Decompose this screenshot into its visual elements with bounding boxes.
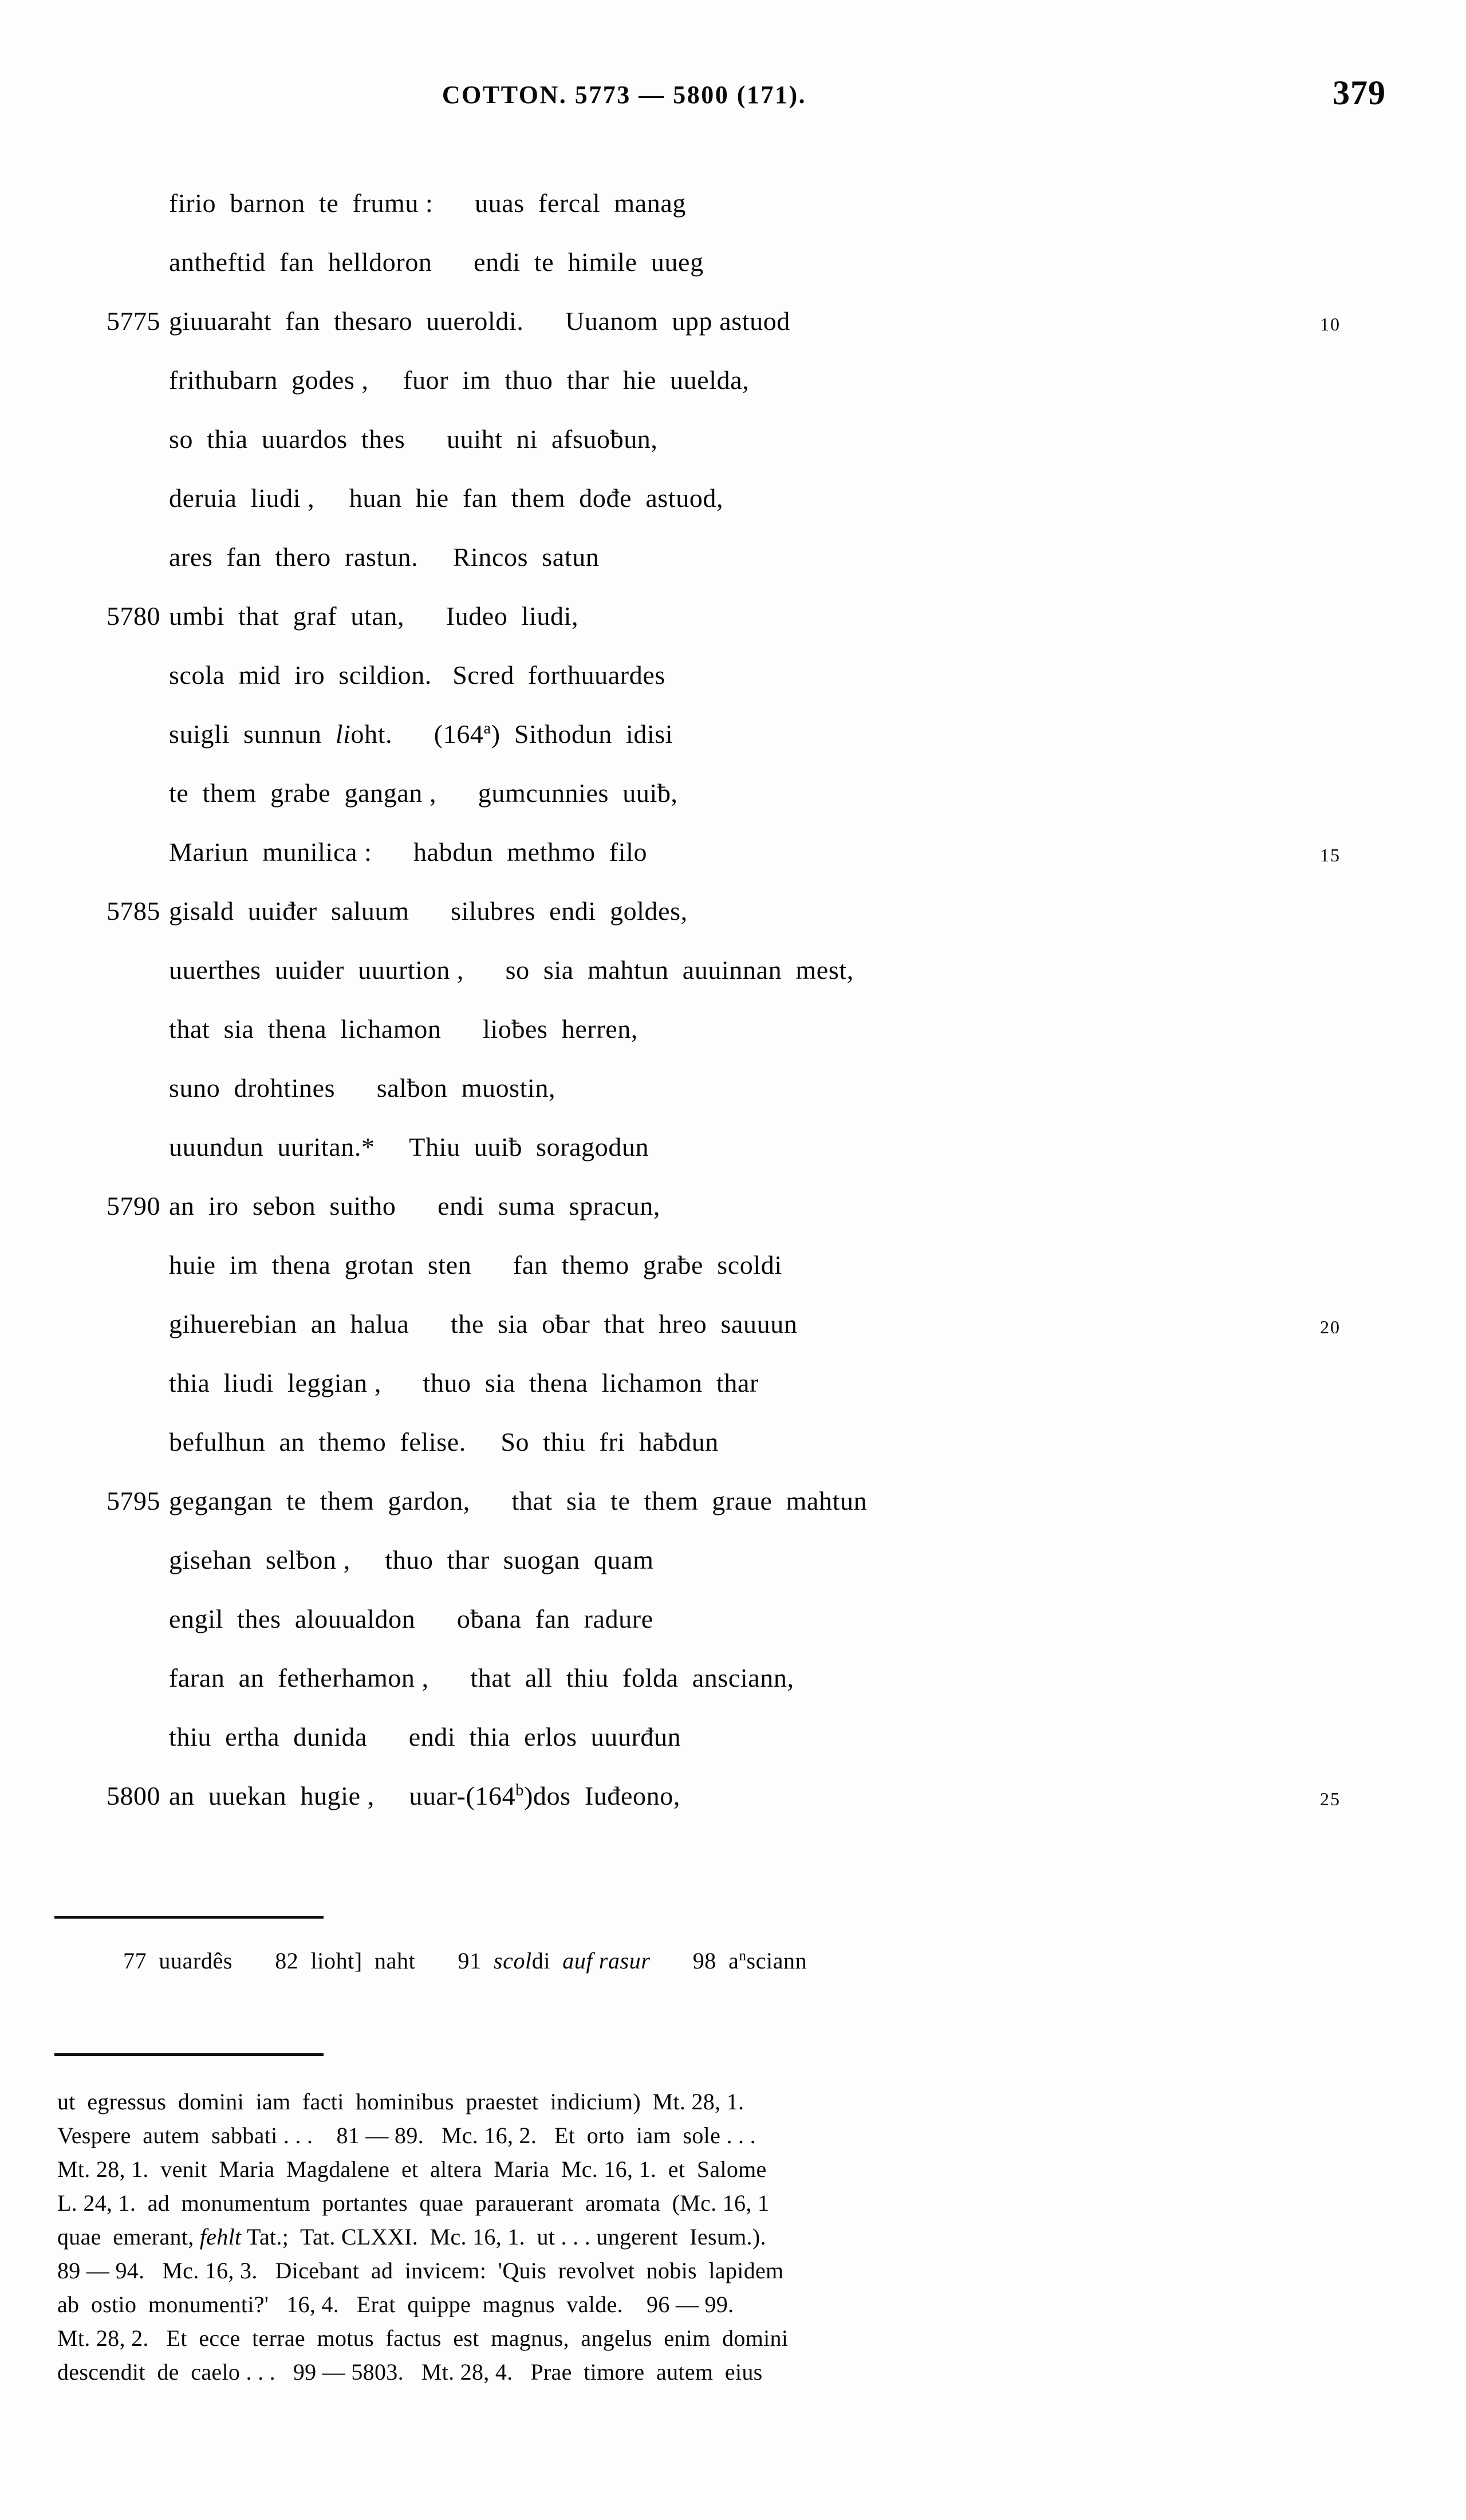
verse-line-text: ares fan thero rastun. Rincos satun (169, 542, 600, 572)
verse-line-text: gisehan selƀon , thuo thar suogan quam (169, 1545, 654, 1574)
verse-line-text: umbi that graf utan, Iudeo liudi, (169, 601, 579, 631)
verse-line (0, 1304, 1466, 1363)
latin-commentary-line: 89 — 94. Mc. 16, 3. Dicebant ad invicem: 'Quis revolvet nobis lapidem (57, 2258, 784, 2283)
latin-commentary-line: ab ostio monumenti?' 16, 4. Erat quippe magnus valde. 96 — 99. (57, 2291, 734, 2317)
margin-line-marker: 10 (1320, 314, 1341, 334)
latin-commentary-line: Mt. 28, 2. Et ecce terrae motus factus est magnus, angelus enim domini (57, 2325, 789, 2351)
verse-line-number: 5775 (107, 306, 160, 336)
verse-line (0, 950, 1466, 1009)
verse-line (0, 1481, 1466, 1540)
verse-line-text: suigli sunnun lioht. (164$^a$) Sithodun idisi (169, 719, 673, 749)
verse-line-text: giuuaraht fan thesaro uueroldi. Uuanom upp astuod (169, 306, 790, 336)
verse-line (0, 1245, 1466, 1304)
verse-line-text: Mariun munilica : habdun methmo filo (169, 837, 648, 867)
verse-line-text: huie im thena grotan sten fan themo graƀe scoldi (169, 1250, 782, 1279)
margin-line-marker: 20 (1320, 1317, 1341, 1337)
page-number: 379 (1333, 74, 1386, 112)
verse-line-text: thiu ertha dunida endi thia erlos uuurđun (169, 1722, 681, 1751)
verse-line-text: antheftid fan helldoron endi te himile uueg (169, 247, 704, 277)
verse-line-text: befulhun an themo felise. So thiu fri haƀdun (169, 1427, 719, 1456)
verse-line-text: deruia liudi , huan hie fan them dođe astuod, (169, 483, 724, 513)
verse-line (0, 1068, 1466, 1127)
verse-line-number: 5800 (107, 1781, 160, 1810)
critical-apparatus (0, 1947, 1466, 1999)
latin-commentary-line: L. 24, 1. ad monumentum portantes quae parauerant aromata (Mc. 16, 1 (57, 2190, 770, 2216)
latin-commentary-line: Vespere autem sabbati . . . 81 — 89. Mc. 16, 2. Et orto iam sole . . . (57, 2123, 756, 2148)
margin-line-marker: 25 (1320, 1789, 1341, 1809)
verse-line-text: suno drohtines salƀon muostin, (169, 1073, 556, 1102)
verse-line (0, 360, 1466, 419)
latin-commentary (57, 2085, 1386, 2389)
verse-line-text: uuundun uuritan.* Thiu uuiƀ soragodun (169, 1132, 649, 1161)
verse-line-text: frithubarn godes , fuor im thuo thar hie uuelda, (169, 365, 750, 395)
latin-commentary-line: Mt. 28, 1. venit Maria Magdalene et altera Maria Mc. 16, 1. et Salome (57, 2156, 767, 2182)
verse-line-text: firio barnon te frumu : uuas fercal manag (169, 188, 687, 218)
verse-line (0, 1009, 1466, 1068)
verse-line-text: uuerthes uuider uuurtion , so sia mahtun auuinnan mest, (169, 955, 854, 985)
verse-line-text: an iro sebon suitho endi suma spracun, (169, 1191, 660, 1220)
verse-line (0, 1658, 1466, 1717)
verse-line-text: an uuekan hugie , uuar-(164$^b$)dos Iuđeono, (169, 1781, 680, 1810)
verse-line-text: so thia uuardos thes uuiht ni afsuoƀun, (169, 424, 658, 454)
verse-line (0, 596, 1466, 655)
verse-line-text: engil thes alouualdon oƀana fan radure (169, 1604, 653, 1633)
verse-line-number: 5780 (107, 601, 160, 631)
verse-line-number: 5785 (107, 896, 160, 926)
running-head (0, 74, 1466, 132)
verse-line (0, 1422, 1466, 1481)
verse-line-text: gisald uuiđer saluum silubres endi goldes, (169, 896, 688, 926)
apparatus-line: 77 uuardês 82 lioht] naht 91 scoldi auf rasur 98 $a^nsciann$ (123, 1948, 807, 1974)
verse-line (0, 1599, 1466, 1658)
verse-line (0, 891, 1466, 950)
latin-commentary-line: descendit de caelo . . . 99 — 5803. Mt. 28, 4. Prae timore autem eius (57, 2359, 763, 2385)
verse-line (0, 773, 1466, 832)
verse-line (0, 1540, 1466, 1599)
verse-line (0, 1186, 1466, 1245)
verse-line-text: gegangan te them gardon, that sia te them graue mahtun (169, 1486, 868, 1515)
verse-line (0, 419, 1466, 478)
verse-line (0, 183, 1466, 242)
verse-line (0, 1127, 1466, 1186)
verse-line (0, 832, 1466, 891)
verse-line-text: scola mid iro scildion. Scred forthuuardes (169, 660, 665, 690)
running-title: COTTON. 5773 — 5800 (171). (442, 81, 807, 109)
verse-line (0, 1776, 1466, 1835)
margin-line-marker: 15 (1320, 845, 1341, 865)
verse-line-text: faran an fetherhamon , that all thiu folda ansciann, (169, 1663, 794, 1692)
verse-line-number: 5795 (107, 1486, 160, 1515)
latin-rule (54, 2053, 324, 2056)
verse-block (0, 183, 1466, 1835)
verse-line (0, 1363, 1466, 1422)
verse-line (0, 478, 1466, 537)
verse-line-text: te them grabe gangan , gumcunnies uuiƀ, (169, 778, 678, 808)
verse-line-text: gihuerebian an halua the sia oƀar that hreo sauuun (169, 1309, 798, 1338)
verse-line-text: that sia thena lichamon lioƀes herren, (169, 1014, 638, 1044)
verse-line-number: 5790 (107, 1191, 160, 1220)
verse-line (0, 714, 1466, 773)
verse-line (0, 537, 1466, 596)
latin-commentary-line: ut egressus domini iam facti hominibus praestet indicium) Mt. 28, 1. (57, 2089, 744, 2115)
apparatus-rule (54, 1916, 324, 1919)
verse-line (0, 1717, 1466, 1776)
verse-line (0, 301, 1466, 360)
verse-line (0, 655, 1466, 714)
verse-line-text: thia liudi leggian , thuo sia thena lichamon thar (169, 1368, 759, 1397)
verse-line (0, 242, 1466, 301)
latin-commentary-line: quae emerant, fehlt Tat.; Tat. CLXXI. Mc. 16, 1. ut . . . ungerent Iesum.). (57, 2224, 766, 2250)
